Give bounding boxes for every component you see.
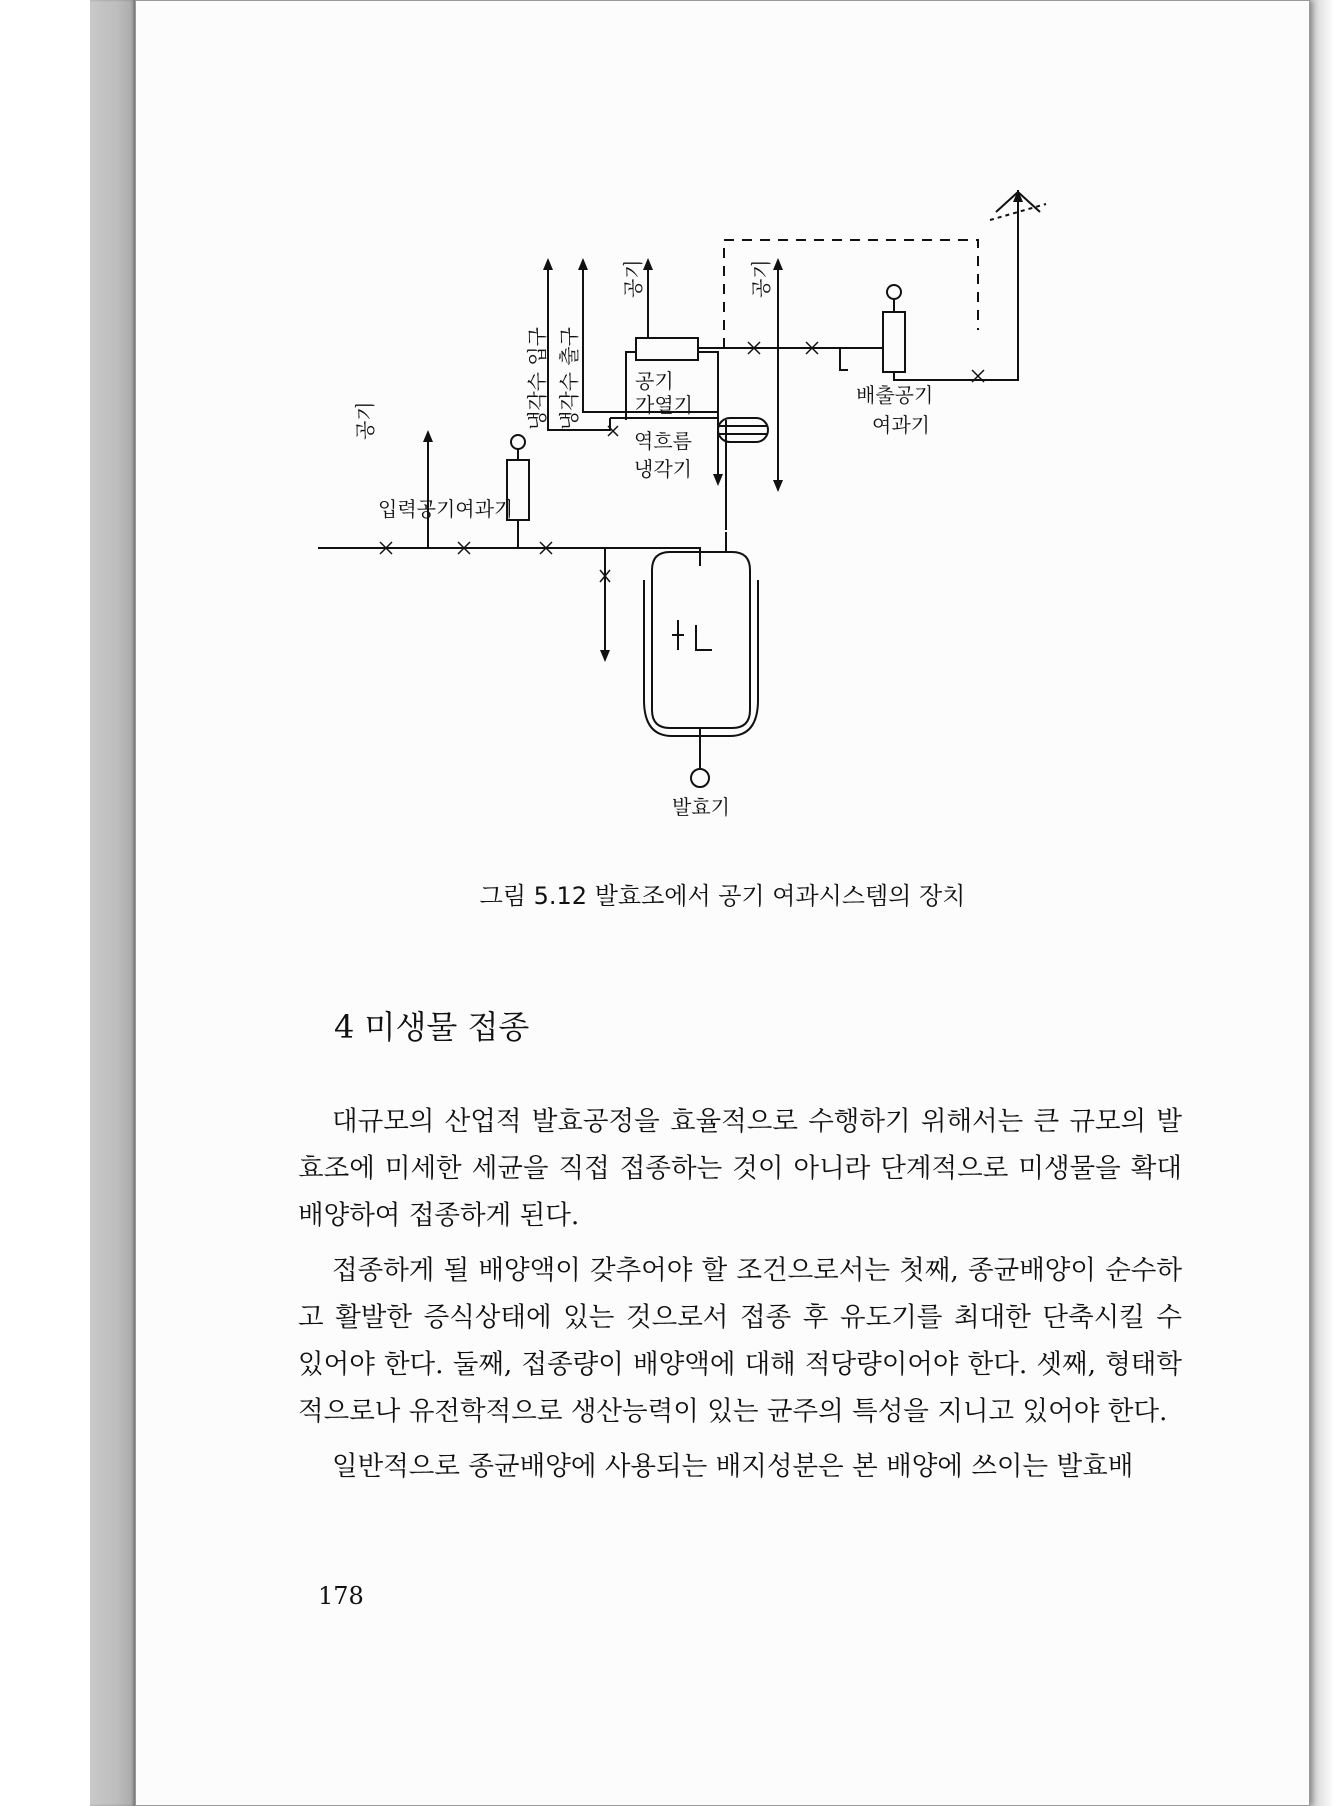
label-air-left: 공기 <box>353 401 377 440</box>
figure-caption: 그림 5.12 발효조에서 공기 여과시스템의 장치 <box>479 882 966 910</box>
label-inlet-filter: 입력공기여과기 <box>378 497 514 521</box>
label-air-heater-1: 공기 <box>635 369 674 393</box>
label-coolant-out: 냉각수 출구 <box>557 327 581 430</box>
arrow-drain-right <box>773 480 783 492</box>
fermenter-vessel <box>652 552 750 728</box>
exhaust-outlet-line <box>894 190 1018 380</box>
arrow-coolant-in <box>543 258 553 270</box>
label-reflux-1: 역흐름 <box>634 429 692 453</box>
label-exhaust-2: 여과기 <box>872 413 930 437</box>
page-number: 178 <box>318 1582 364 1610</box>
paragraph: 대규모의 산업적 발효공정을 효율적으로 수행하기 위해서는 큰 규모의 발효조에 미세한 세균을 직접 접종하는 것이 아니라 단계적으로 미생물을 확대 배양하여 접종하게 된다. <box>298 1106 1182 1231</box>
diagram-svg <box>300 180 1240 840</box>
label-exhaust-1: 배출공기 <box>856 383 934 407</box>
book-spine-edge <box>90 0 135 1806</box>
arrow-air-left <box>423 430 433 442</box>
agitator-blades <box>672 620 712 650</box>
body-text <box>298 1098 1182 1498</box>
paragraph: 접종하게 될 배양액이 갖추어야 할 조건으로서는 첫째, 종균배양이 순수하고 활발한 증식상태에 있는 것으로서 접종 후 유도기를 최대한 단축시킬 수 있어야 한다. 둘째, 접종량이 배양액에 대해 적당량이어야 한다. 셋째, 형태학적으로나 유전학적으로 생산능력이 있는 균주의 특성을 지니고 있어야 한다. <box>298 1255 1182 1427</box>
label-air-mid: 공기 <box>621 259 645 298</box>
air-filtration-diagram <box>300 180 1240 840</box>
label-fermenter: 발효기 <box>672 795 730 819</box>
label-air-right: 공기 <box>749 259 773 298</box>
arrow-coolant-out <box>578 258 588 270</box>
exhaust-filter-box <box>883 312 905 372</box>
arrow-heater-drain <box>713 474 723 486</box>
label-air-heater-2: 가열기 <box>635 393 693 417</box>
arrow-air-right <box>773 258 783 270</box>
paragraph: 일반적으로 종균배양에 사용되는 배지성분은 본 배양에 쓰이는 발효배 <box>332 1451 1134 1482</box>
section-title: 4 미생물 접종 <box>334 1008 530 1046</box>
inlet-pipe <box>318 548 700 566</box>
motor-icon <box>691 769 709 787</box>
page-shadow <box>1310 0 1334 1806</box>
fermenter-jacket <box>644 580 758 736</box>
pressure-gauge-right <box>887 285 901 299</box>
air-heater-box <box>636 338 698 360</box>
pipe-lines <box>318 190 1046 787</box>
label-reflux-2: 냉각기 <box>634 457 692 481</box>
label-coolant-in: 냉각수 입구 <box>525 327 549 430</box>
exhaust-bend <box>840 348 848 370</box>
pressure-gauge-left <box>511 435 525 449</box>
arrow-drain-left <box>600 650 610 662</box>
